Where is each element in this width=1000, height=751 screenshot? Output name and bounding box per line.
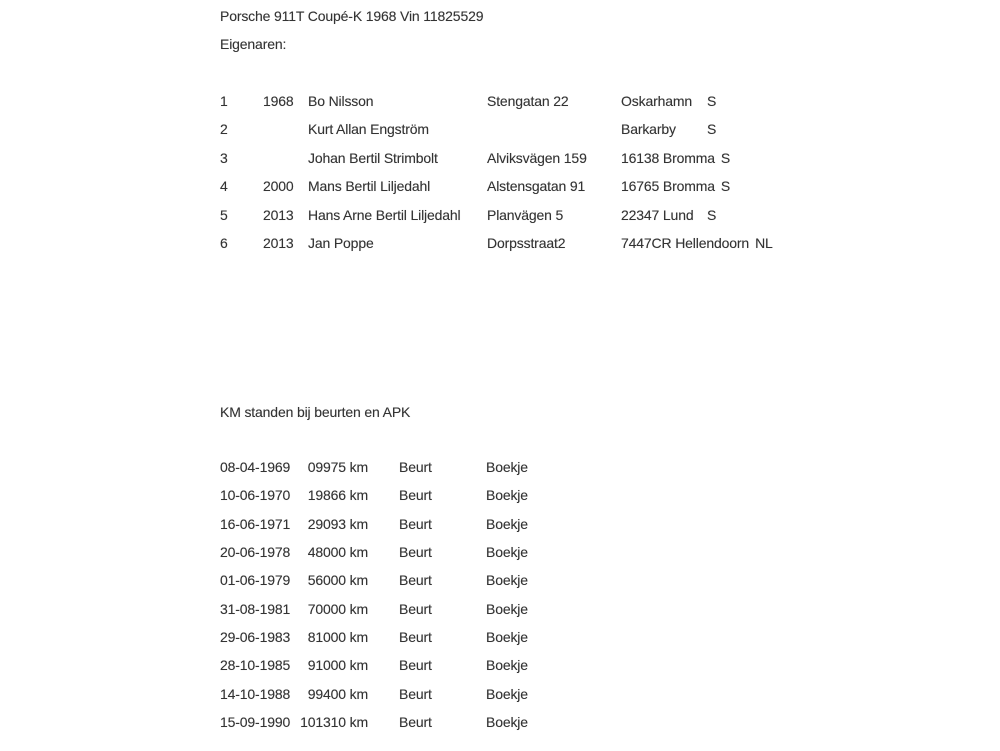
km-record-type: Beurt bbox=[399, 544, 432, 561]
km-record-mileage: 29093 km bbox=[307, 515, 368, 532]
owner-name: Kurt Allan Engström bbox=[308, 121, 429, 138]
km-record-mileage: 19866 km bbox=[307, 487, 368, 504]
owner-city-country bbox=[621, 115, 716, 143]
owner-year: 2000 bbox=[263, 178, 294, 195]
km-record-date: 14-10-1988 bbox=[220, 685, 291, 702]
km-records-table bbox=[220, 453, 720, 736]
owner-number: 2 bbox=[220, 121, 228, 138]
km-record-type: Beurt bbox=[399, 629, 432, 646]
km-record-row bbox=[220, 623, 720, 651]
km-record-type: Beurt bbox=[399, 459, 432, 475]
owner-address: Alstensgatan 91 bbox=[487, 178, 586, 195]
km-record-date: 01-06-1979 bbox=[220, 572, 291, 589]
owner-address: Dorpsstraat2 bbox=[487, 234, 566, 251]
owner-row bbox=[220, 201, 940, 229]
owner-city-country bbox=[621, 229, 773, 257]
owner-year: 2013 bbox=[263, 234, 294, 251]
km-record-row bbox=[220, 510, 720, 538]
km-record-date: 10-06-1970 bbox=[220, 487, 291, 504]
owners-heading: Eigenaren: bbox=[220, 36, 287, 52]
km-record-row bbox=[220, 595, 720, 623]
km-record-source: Boekje bbox=[486, 515, 528, 532]
km-record-type: Beurt bbox=[399, 685, 432, 702]
km-record-type: Beurt bbox=[399, 600, 432, 617]
owner-city: 7447CR Hellendoorn bbox=[621, 234, 750, 251]
owner-city: Oskarhamn bbox=[621, 93, 693, 109]
km-record-mileage: 56000 km bbox=[307, 572, 368, 589]
km-record-date: 28-10-1985 bbox=[220, 657, 291, 674]
owner-city-country bbox=[621, 201, 716, 229]
owner-year: 1968 bbox=[263, 93, 294, 109]
km-record-type: Beurt bbox=[399, 515, 432, 532]
km-record-mileage: 09975 km bbox=[307, 459, 368, 475]
document-title: Porsche 911T Coupé-K 1968 Vin 11825529 bbox=[220, 8, 484, 24]
owner-row bbox=[220, 229, 940, 257]
km-record-row bbox=[220, 481, 720, 509]
owner-row bbox=[220, 144, 940, 172]
km-record-source: Boekje bbox=[486, 459, 528, 475]
km-record-type: Beurt bbox=[399, 572, 432, 589]
km-record-date: 29-06-1983 bbox=[220, 629, 291, 646]
km-record-row bbox=[220, 680, 720, 708]
owner-address: Stengatan 22 bbox=[487, 93, 569, 109]
km-record-source: Boekje bbox=[486, 600, 528, 617]
km-record-row bbox=[220, 566, 720, 594]
km-record-row bbox=[220, 651, 720, 679]
owner-row bbox=[220, 87, 940, 115]
km-record-mileage: 48000 km bbox=[307, 544, 368, 561]
owner-name: Mans Bertil Liljedahl bbox=[308, 178, 431, 195]
owner-number: 4 bbox=[220, 178, 228, 195]
km-record-mileage: 81000 km bbox=[307, 629, 368, 646]
owner-row bbox=[220, 115, 940, 143]
owner-name: Johan Bertil Strimbolt bbox=[308, 149, 438, 166]
owner-name: Jan Poppe bbox=[308, 234, 374, 251]
owner-city: Barkarby bbox=[621, 121, 676, 138]
owner-country: S bbox=[707, 206, 717, 223]
owner-country: S bbox=[720, 149, 731, 166]
owner-city-country bbox=[621, 172, 730, 200]
km-record-row bbox=[220, 453, 720, 481]
owner-city-country bbox=[621, 144, 730, 172]
km-record-mileage: 99400 km bbox=[307, 685, 368, 702]
owner-city: 16765 Bromma bbox=[621, 178, 715, 195]
km-record-date: 15-09-1990 bbox=[220, 714, 291, 731]
km-record-source: Boekje bbox=[486, 572, 528, 589]
km-record-source: Boekje bbox=[486, 657, 528, 674]
km-record-type: Beurt bbox=[399, 487, 432, 504]
km-record-source: Boekje bbox=[486, 629, 528, 646]
km-record-date: 31-08-1981 bbox=[220, 600, 291, 617]
km-record-type: Beurt bbox=[399, 657, 432, 674]
owner-city: 16138 Bromma bbox=[621, 149, 715, 166]
owner-number: 5 bbox=[220, 206, 228, 223]
km-record-mileage: 101310 km bbox=[300, 714, 368, 731]
km-record-source: Boekje bbox=[486, 714, 528, 731]
owner-name: Bo Nilsson bbox=[308, 93, 374, 109]
km-record-row bbox=[220, 708, 720, 736]
owners-table bbox=[220, 87, 940, 257]
owner-country: S bbox=[720, 178, 731, 195]
owner-year: 2013 bbox=[263, 206, 294, 223]
km-record-date: 08-04-1969 bbox=[220, 459, 291, 475]
owner-city: 22347 Lund bbox=[621, 206, 694, 223]
owner-address: Alviksvägen 159 bbox=[487, 149, 587, 166]
km-record-row bbox=[220, 538, 720, 566]
owner-country: S bbox=[707, 121, 717, 138]
km-record-date: 20-06-1978 bbox=[220, 544, 291, 561]
owner-city-country bbox=[621, 87, 716, 115]
km-record-mileage: 91000 km bbox=[307, 657, 368, 674]
km-record-source: Boekje bbox=[486, 487, 528, 504]
owner-number: 3 bbox=[220, 149, 228, 166]
owner-address: Planvägen 5 bbox=[487, 206, 564, 223]
km-record-mileage: 70000 km bbox=[307, 600, 368, 617]
owner-country: S bbox=[707, 93, 717, 109]
owner-number: 1 bbox=[220, 93, 228, 109]
owner-number: 6 bbox=[220, 234, 228, 251]
owner-name: Hans Arne Bertil Liljedahl bbox=[308, 206, 461, 223]
km-heading: KM standen bij beurten en APK bbox=[220, 404, 411, 420]
owner-country: NL bbox=[755, 234, 773, 251]
km-record-source: Boekje bbox=[486, 544, 528, 561]
owner-row bbox=[220, 172, 940, 200]
km-record-source: Boekje bbox=[486, 685, 528, 702]
km-record-type: Beurt bbox=[399, 714, 432, 731]
km-record-date: 16-06-1971 bbox=[220, 515, 291, 532]
